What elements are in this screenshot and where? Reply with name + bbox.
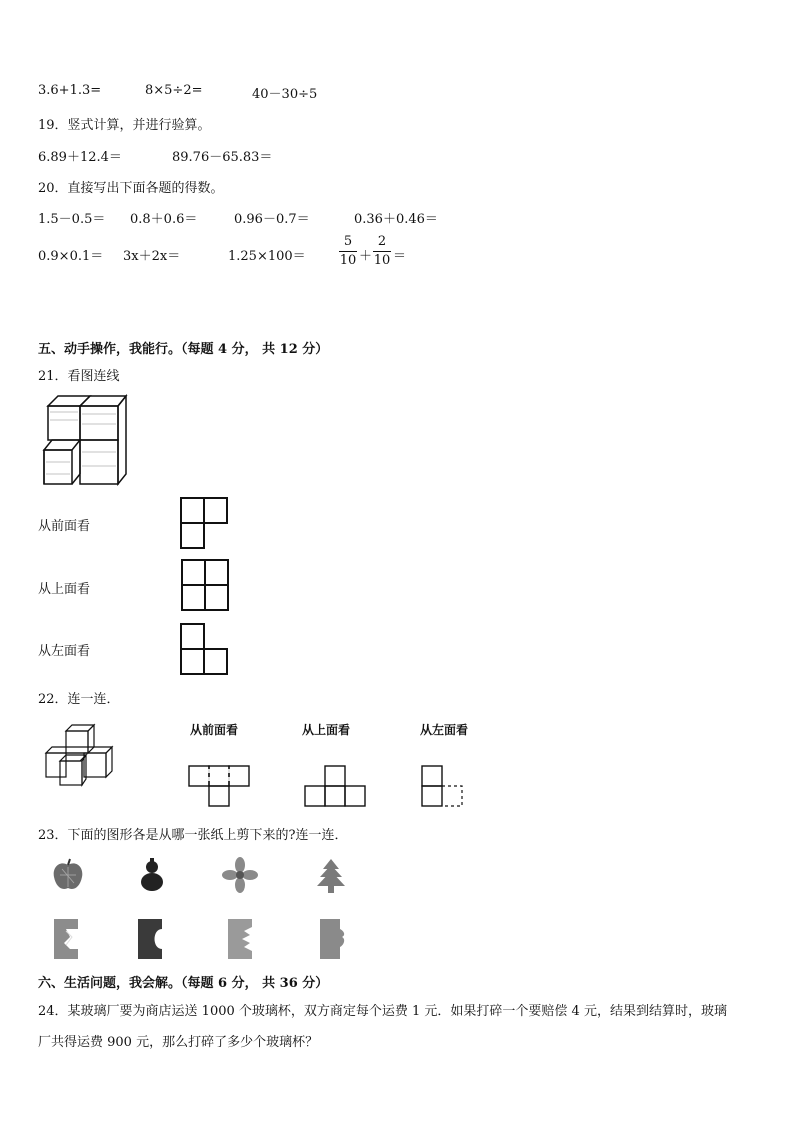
q18-expr-2: 8×5÷2= (145, 83, 203, 98)
q22-view-left (421, 765, 465, 809)
q19-expr-1: 6.89＋12.4＝ (38, 150, 122, 165)
q21-label-top: 从上面看 (38, 582, 91, 597)
section-6-heading: 六、生活问题，我会解。（每题 6 分， 共 36 分） (38, 976, 329, 991)
q21-view-option-1 (180, 497, 230, 549)
q21-label-front: 从前面看 (38, 519, 91, 534)
q22-label-top: 从上面看 (302, 723, 351, 737)
q20-expr-4: 0.36＋0.46＝ (354, 212, 438, 227)
fraction-1 (339, 234, 357, 269)
q21-view-option-2 (181, 559, 231, 613)
q20-expr-5: 0.9×0.1＝ (38, 249, 104, 264)
q19-expr-2: 89.76－65.83＝ (172, 150, 273, 165)
q22-view-front (188, 765, 252, 809)
plus-sign: ＋ (359, 249, 373, 264)
equals-sign: ＝ (393, 249, 407, 264)
paper-cut-2-icon (136, 917, 166, 961)
q18-expr-1: 3.6+1.3= (38, 83, 102, 98)
q21-cube-figure (38, 392, 130, 488)
q20-title: 20．直接写出下面各题的得数。 (38, 181, 224, 196)
fraction-2-numerator: 2 (377, 234, 387, 249)
q22-label-left: 从左面看 (420, 723, 469, 737)
tree-cutout-icon (314, 857, 348, 895)
fraction-1-numerator: 5 (343, 234, 353, 249)
q22-cube-figure (40, 723, 120, 787)
fraction-1-denominator: 10 (339, 253, 357, 268)
section-5-heading: 五、动手操作，我能行。（每题 4 分， 共 12 分） (38, 342, 329, 357)
q21-title: 21．看图连线 (38, 369, 120, 384)
paper-cut-3-icon (226, 917, 256, 961)
fraction-2-denominator: 10 (373, 253, 391, 268)
q21-view-option-3 (180, 623, 230, 675)
q22-title: 22．连一连． (38, 692, 120, 707)
q20-expr-1: 1.5－0.5＝ (38, 212, 106, 227)
q20-expr-3: 0.96－0.7＝ (234, 212, 310, 227)
q22-label-front: 从前面看 (190, 723, 239, 737)
q19-title: 19．竖式计算，并进行验算。 (38, 118, 211, 133)
q24-line-2: 厂共得运费 900 元，那么打碎了多少个玻璃杯？ (38, 1035, 319, 1050)
q20-expr-7: 1.25×100＝ (228, 249, 306, 264)
q20-expr-6: 3x＋2x＝ (123, 249, 181, 264)
flower-cutout-icon (222, 857, 258, 893)
q18-expr-3: 40－30÷5 (252, 87, 318, 102)
q23-title: 23．下面的图形各是从哪一张纸上剪下来的?连一连． (38, 828, 348, 843)
paper-cut-1-icon (52, 917, 82, 961)
gourd-cutout-icon (136, 857, 168, 893)
paper-cut-4-icon (318, 917, 348, 961)
q20-expr-2: 0.8＋0.6＝ (130, 212, 198, 227)
q22-view-top (304, 765, 368, 809)
apple-cutout-icon (50, 857, 86, 893)
fraction-2 (373, 234, 391, 269)
q21-label-left: 从左面看 (38, 644, 91, 659)
q24-line-1: 24．某玻璃厂要为商店运送 1000 个玻璃杯，双方商定每个运费 1 元．如果打碎一个要赔偿 4 元，结果到结算时，玻璃 (38, 1004, 727, 1019)
